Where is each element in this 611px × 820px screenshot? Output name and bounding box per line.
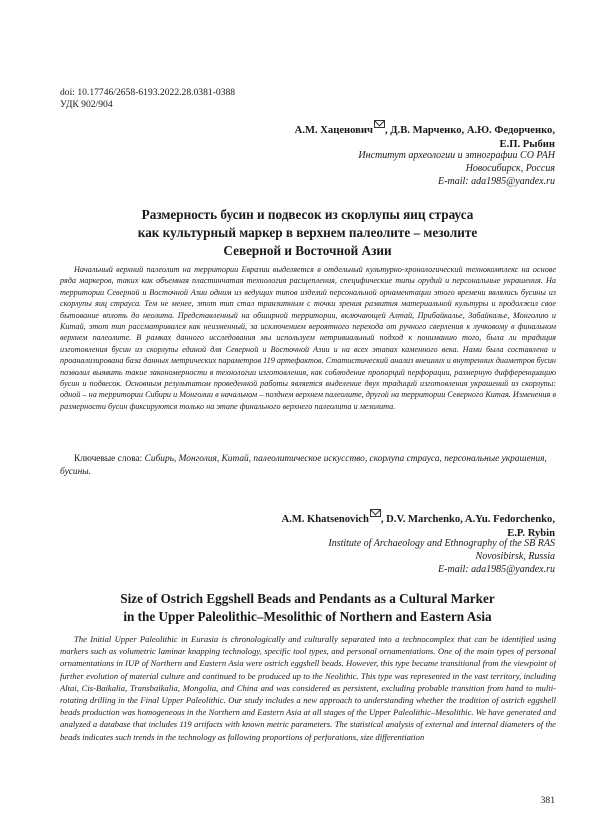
- title-ru-line2: как культурный маркер в верхнем палеолите – мезолите: [137, 225, 478, 240]
- city-ru: Новосибирск, Россия: [465, 163, 555, 174]
- keywords-label: Ключевые слова:: [74, 454, 143, 464]
- corresponding-author-en: A.M. Khatsenovich: [281, 514, 369, 525]
- institution-ru: Институт археологии и этнографии СО РАН: [358, 150, 555, 161]
- title-en: [70, 590, 545, 626]
- title-en-line2: in the Upper Paleolithic–Mesolithic of Northern and Eastern Asia: [123, 609, 492, 624]
- authors-ru: [75, 120, 555, 152]
- corresponding-author-ru: А.М. Хаценович: [294, 125, 373, 136]
- title-ru-line1: Размерность бусин и подвесок из скорлупы яиц страуса: [141, 207, 474, 222]
- city-en: Novosibirsk, Russia: [475, 551, 555, 562]
- institution-en: Institute of Archaeology and Ethnography of the SB RAS: [328, 538, 555, 549]
- coauthors-ru: , Д.В. Марченко, А.Ю. Федорченко,: [384, 125, 555, 136]
- envelope-icon: [370, 509, 381, 517]
- doi: doi: 10.17746/2658-6193.2022.28.0381-0388: [60, 87, 236, 98]
- email-ru: E-mail: ada1985@yandex.ru: [438, 176, 555, 187]
- abstract-en: The Initial Upper Paleolithic in Eurasia is chronologically and culturally separated into a technocomplex that can be identified using markers such as volumetric laminar knapping technology, specific tool types, and personal ornamentations. One of the main types of personal ornamentations in IUP of Northern and Eastern Asia were ostrich eggshell beads. However, this type became transitional from the viewpoint of further evolution of material culture and continued to be produced up to the Neolithic. This type was represented in the vast territory, including Altai, Cis-Baikalia, Transbaikalia, Mongolia, and China and was considered as persistent, excluding probable transition from hand to multi-rotating drilling in the Final Upper Paleolithic. Our study includes a new approach to understanding whether the tradition of ostrich eggshell beads production was homogeneous in the Northern and Eastern Asia at all stages of the Upper Paleolithic–Mesolithic. We have generated and analyzed a database that includes 119 artifacts with known metric parameters. The statistical analysis of external and internal diameters of the beads indicates such trends in the technology as following proportions of perforations, size differentiation: [60, 634, 556, 742]
- coauthors-en: , D.V. Marchenko, A.Yu. Fedorchenko,: [380, 514, 555, 525]
- authors-ru-line2: Е.П. Рыбин: [499, 139, 555, 150]
- abstract-ru: Начальный верхний палеолит на территории Евразии выделяется в отдельный культурно-хронологический технокомплекс на основе ряда маркеров, таких как объемная пластинчатая технология расщепления, специфические типы орудий и персональные украшения. На территории Северной и Восточной Азии одним из ведущих типов изделий персональной орнаментации этого времени являлись бусины из скорлупы яиц страуса. Тем не менее, этот тип стал транзитным с точки зрения развития материальной культуры и продолжил свое бытование вплоть до неолита. Представленный на обширной территории, включающей Алтай, Прибайкалье, Забайкалье, Монголию и Китай, этот тип рассматривался как неизменный, за исключением вероятного перехода от ручного сверления к лучковому в финальном верхнем палеолите. В рамках данного исследования мы используем нетривиальный подход к пониманию того, была ли традиция изготовления бусин из скорлупы единой для Северной и Восточной Азии и на всех этапах каменного века. Нами была составлена и проанализирована база данных метрических параметров 119 артефактов. Статистический анализ внешних и внутренних диаметров бусин позволил выявить такие закономерности в технологии изготовления, как соблюдение пропорций перфорации, размерную дифференциацию бусин и подвесок. Основным результатом проведенной работы является выделение двух традиций изготовления украшений из скорлупы: одной – на территории Сибири и Монголии в начальном – позднем верхнем палеолите, другой на территории Северного Китая. Изменения в размерности бусин фиксируются только на этапе финального верхнего палеолита и мезолита.: [60, 265, 556, 411]
- page-number: 381: [540, 795, 555, 806]
- udc: УДК 902/904: [60, 99, 113, 110]
- affiliation-en: [75, 537, 555, 576]
- affiliation-ru: [75, 149, 555, 188]
- email-en: E-mail: ada1985@yandex.ru: [438, 564, 555, 575]
- article-meta: [60, 87, 235, 111]
- keywords-text: Сибирь, Монголия, Китай, палеолитическое искусство, скорлупа страуса, персональные украшения, бусины.: [60, 454, 547, 477]
- title-en-line1: Size of Ostrich Eggshell Beads and Pendants as a Cultural Marker: [120, 591, 495, 606]
- authors-en-line2: E.P. Rybin: [507, 528, 555, 539]
- title-ru-line3: Северной и Восточной Азии: [223, 243, 392, 258]
- keywords-ru: [60, 453, 556, 479]
- title-ru: [80, 206, 535, 260]
- envelope-icon: [374, 120, 385, 128]
